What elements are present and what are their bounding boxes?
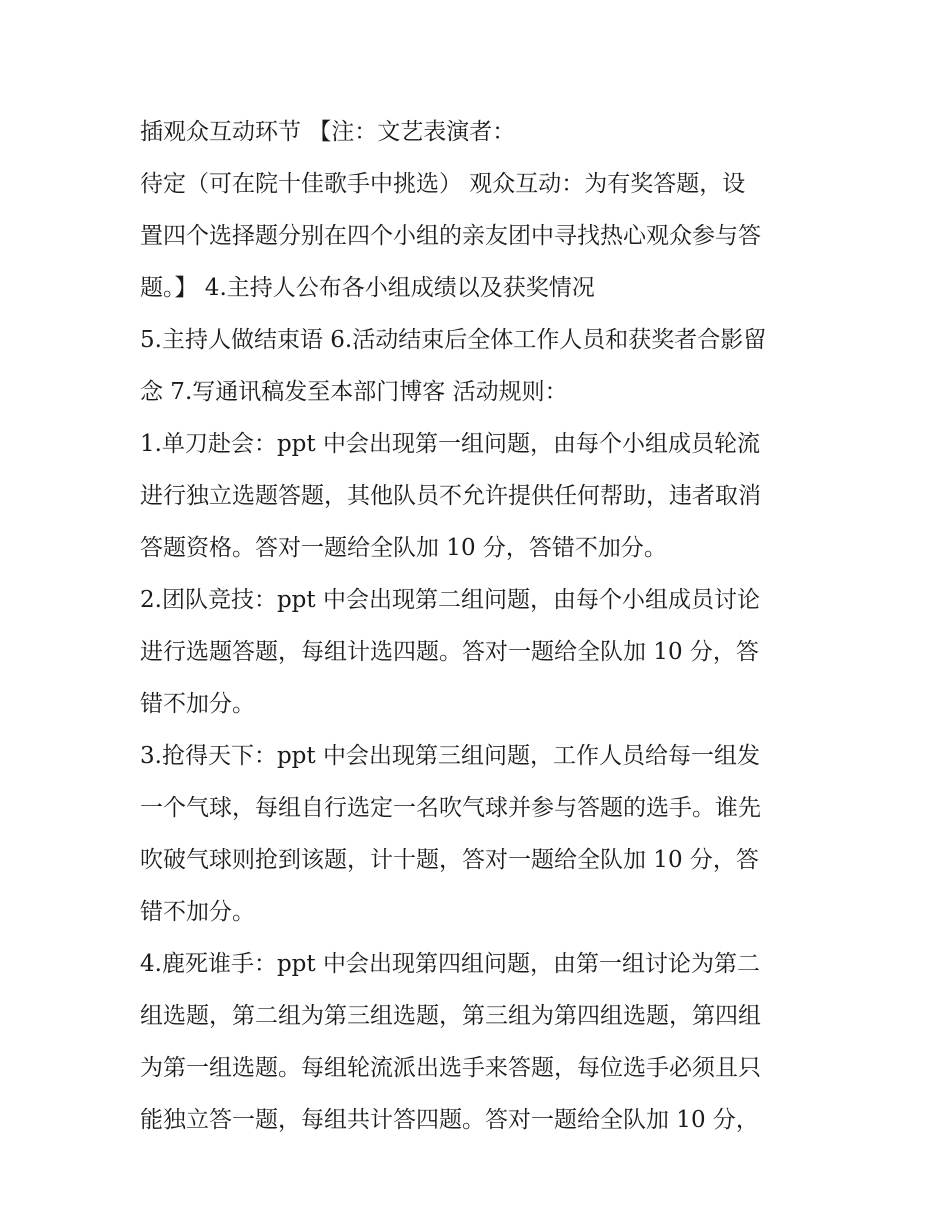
text-line: 一个气球，每组自行选定一名吹气球并参与答题的选手。谁先: [140, 795, 761, 821]
text-line: 为第一组选题。每组轮流派出选手来答题，每位选手必须且只: [140, 1055, 761, 1081]
text-line: 1.单刀赴会：ppt 中会出现第一组问题，由每个小组成员轮流: [140, 431, 760, 457]
text-line: 组选题，第二组为第三组选题，第三组为第四组选题，第四组: [140, 1003, 761, 1029]
text-line: 吹破气球则抢到该题，计十题，答对一题给全队加 10 分，答: [140, 847, 759, 873]
text-line: 置四个选择题分别在四个小组的亲友团中寻找热心观众参与答: [140, 223, 761, 249]
text-line: 3.抢得天下：ppt 中会出现第三组问题，工作人员给每一组发: [140, 743, 760, 769]
text-line: 答题资格。答对一题给全队加 10 分，答错不加分。: [140, 535, 667, 561]
text-line: 进行独立选题答题，其他队员不允许提供任何帮助，违者取消: [140, 483, 761, 509]
document-body: [140, 106, 820, 1146]
text-line: 待定（可在院十佳歌手中挑选） 观众互动：为有奖答题，设: [140, 171, 746, 197]
text-line: 念 7.写通讯稿发至本部门博客 活动规则：: [140, 379, 568, 405]
text-line: 5.主持人做结束语 6.活动结束后全体工作人员和获奖者合影留: [140, 327, 767, 353]
text-line: 能独立答一题，每组共计答四题。答对一题给全队加 10 分，: [140, 1107, 759, 1133]
text-line: 错不加分。: [140, 691, 255, 717]
text-line: 2.团队竞技：ppt 中会出现第二组问题，由每个小组成员讨论: [140, 587, 760, 613]
text-line: 4.鹿死谁手：ppt 中会出现第四组问题，由第一组讨论为第二: [140, 951, 760, 977]
text-line: 错不加分。: [140, 899, 255, 925]
text-line: 插观众互动环节 【注：文艺表演者：: [140, 119, 516, 145]
text-line: 进行选题答题，每组计选四题。答对一题给全队加 10 分，答: [140, 639, 759, 665]
text-line: 题。】 4.主持人公布各小组成绩以及获奖情况: [140, 275, 595, 301]
